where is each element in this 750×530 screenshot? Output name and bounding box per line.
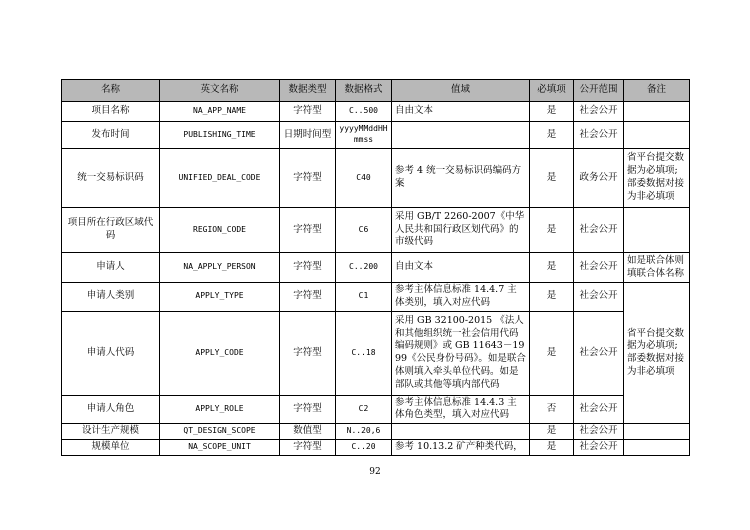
cell-value-domain: 采用 GB 32100-2015 《法人和其他组织统一社会信用代码编码规则》或 GB 11643－1999《公民身份号码》。如是联合体则填入牵头单位代码。如是部队或其他等填内部代码 — [392, 311, 530, 395]
cell-data-type: 字符型 — [280, 149, 336, 208]
cell-data-format: C1 — [336, 283, 392, 312]
cell-data-format: N..20,6 — [336, 424, 392, 440]
cell-name: 设计生产规模 — [62, 424, 160, 440]
table-row — [62, 149, 690, 208]
data-table-container — [61, 79, 689, 456]
cell-public-scope: 社会公开 — [574, 283, 624, 312]
cell-remarks — [624, 440, 690, 456]
cell-public-scope: 社会公开 — [574, 311, 624, 395]
header-data-type: 数据类型 — [280, 80, 336, 102]
cell-value-domain: 自由文本 — [392, 253, 530, 283]
cell-public-scope: 社会公开 — [574, 208, 624, 253]
table-row — [62, 122, 690, 149]
table-row — [62, 440, 690, 456]
cell-data-type: 字符型 — [280, 395, 336, 424]
cell-remarks — [624, 122, 690, 149]
cell-english-name: NA_SCOPE_UNIT — [160, 440, 280, 456]
cell-value-domain — [392, 122, 530, 149]
cell-name: 项目所在行政区域代码 — [62, 208, 160, 253]
cell-public-scope: 社会公开 — [574, 122, 624, 149]
table-row — [62, 283, 690, 312]
table-row — [62, 424, 690, 440]
cell-remarks — [624, 424, 690, 440]
cell-data-format: C..500 — [336, 102, 392, 122]
cell-data-type: 日期时间型 — [280, 122, 336, 149]
header-english-name: 英文名称 — [160, 80, 280, 102]
cell-english-name: NA_APPLY_PERSON — [160, 253, 280, 283]
cell-data-type: 字符型 — [280, 253, 336, 283]
cell-data-format: C..20 — [336, 440, 392, 456]
cell-data-type: 字符型 — [280, 102, 336, 122]
cell-required: 是 — [530, 122, 574, 149]
cell-english-name: UNIFIED_DEAL_CODE — [160, 149, 280, 208]
cell-name: 统一交易标识码 — [62, 149, 160, 208]
cell-required: 是 — [530, 253, 574, 283]
cell-data-format: C..18 — [336, 311, 392, 395]
cell-required: 是 — [530, 102, 574, 122]
cell-public-scope: 社会公开 — [574, 253, 624, 283]
cell-name: 申请人 — [62, 253, 160, 283]
table-row — [62, 395, 690, 424]
cell-data-type: 字符型 — [280, 440, 336, 456]
cell-public-scope: 社会公开 — [574, 440, 624, 456]
cell-english-name: APPLY_CODE — [160, 311, 280, 395]
table-row — [62, 208, 690, 253]
cell-value-domain: 参考主体信息标准 14.4.3 主体角色类型，填入对应代码 — [392, 395, 530, 424]
cell-english-name: APPLY_ROLE — [160, 395, 280, 424]
cell-data-format: C6 — [336, 208, 392, 253]
cell-value-domain: 参考主体信息标准 14.4.7 主体类别，填入对应代码 — [392, 283, 530, 312]
cell-english-name: PUBLISHING_TIME — [160, 122, 280, 149]
cell-data-type: 字符型 — [280, 311, 336, 395]
cell-remarks: 如是联合体则填联合体名称 — [624, 253, 690, 283]
table-row — [62, 102, 690, 122]
cell-remarks: 省平台提交数据为必填项;部委数据对接为非必填项 — [624, 149, 690, 208]
table-row — [62, 253, 690, 283]
table-header-row — [62, 80, 690, 102]
cell-remarks: 省平台提交数据为必填项;部委数据对接为非必填项 — [624, 283, 690, 424]
cell-remarks — [624, 102, 690, 122]
cell-public-scope: 社会公开 — [574, 424, 624, 440]
cell-name: 规模单位 — [62, 440, 160, 456]
cell-value-domain: 参考 4 统一交易标识码编码方案 — [392, 149, 530, 208]
cell-name: 发布时间 — [62, 122, 160, 149]
header-name: 名称 — [62, 80, 160, 102]
table-row — [62, 311, 690, 395]
cell-name: 申请人角色 — [62, 395, 160, 424]
header-public-scope: 公开范围 — [574, 80, 624, 102]
cell-data-type: 字符型 — [280, 283, 336, 312]
data-standard-table — [61, 79, 690, 456]
cell-public-scope: 社会公开 — [574, 102, 624, 122]
cell-public-scope: 政务公开 — [574, 149, 624, 208]
cell-required: 否 — [530, 395, 574, 424]
cell-required: 是 — [530, 311, 574, 395]
header-required: 必填项 — [530, 80, 574, 102]
cell-data-format: C2 — [336, 395, 392, 424]
cell-data-format: C..200 — [336, 253, 392, 283]
cell-value-domain: 参考 10.13.2 矿产种类代码， — [392, 440, 530, 456]
cell-value-domain: 采用 GB/T 2260-2007《中华人民共和国行政区划代码》的市级代码 — [392, 208, 530, 253]
cell-name: 申请人类别 — [62, 283, 160, 312]
cell-data-format: yyyyMMddHHmmss — [336, 122, 392, 149]
cell-value-domain — [392, 424, 530, 440]
cell-required: 是 — [530, 149, 574, 208]
header-data-format: 数据格式 — [336, 80, 392, 102]
cell-data-format: C40 — [336, 149, 392, 208]
cell-english-name: QT_DESIGN_SCOPE — [160, 424, 280, 440]
cell-required: 是 — [530, 424, 574, 440]
header-value-domain: 值域 — [392, 80, 530, 102]
cell-data-type: 字符型 — [280, 208, 336, 253]
cell-english-name: APPLY_TYPE — [160, 283, 280, 312]
cell-data-type: 数值型 — [280, 424, 336, 440]
cell-name: 申请人代码 — [62, 311, 160, 395]
cell-required: 是 — [530, 440, 574, 456]
cell-english-name: REGION_CODE — [160, 208, 280, 253]
cell-required: 是 — [530, 283, 574, 312]
cell-name: 项目名称 — [62, 102, 160, 122]
page-number: 92 — [369, 467, 381, 477]
cell-required: 是 — [530, 208, 574, 253]
header-remarks: 备注 — [624, 80, 690, 102]
cell-value-domain: 自由文本 — [392, 102, 530, 122]
cell-public-scope: 社会公开 — [574, 395, 624, 424]
cell-remarks — [624, 208, 690, 253]
cell-english-name: NA_APP_NAME — [160, 102, 280, 122]
